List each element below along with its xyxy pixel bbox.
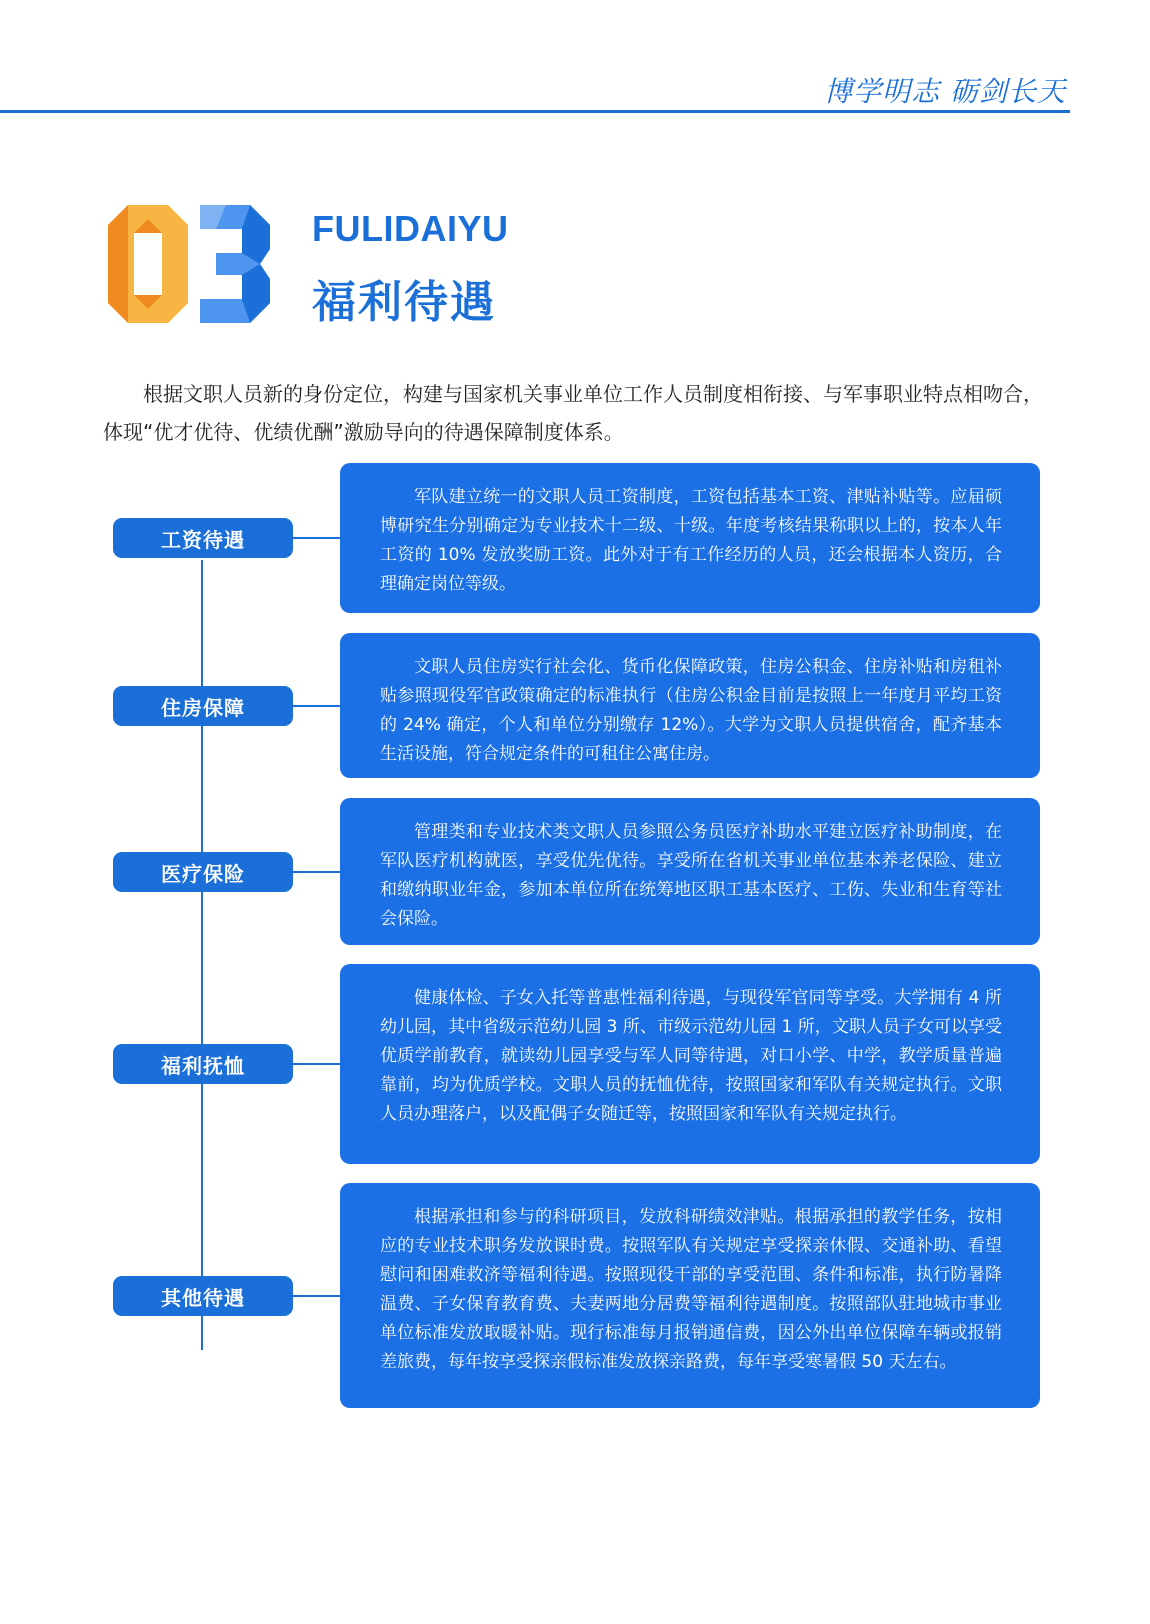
connector-line bbox=[293, 1295, 341, 1297]
benefit-label: 其他待遇 bbox=[113, 1276, 293, 1316]
header-divider bbox=[0, 110, 1070, 113]
digit-three bbox=[200, 205, 270, 323]
section-number-graphic bbox=[108, 205, 278, 323]
benefit-label: 福利抚恤 bbox=[113, 1044, 293, 1084]
benefit-card: 管理类和专业技术类文职人员参照公务员医疗补助水平建立医疗补助制度，在军队医疗机构就医，享受优先优待。享受所在省机关事业单位基本养老保险、建立和缴纳职业年金，参加本单位所在统筹地区职工基本医疗、工伤、失业和生育等社会保险。 bbox=[340, 798, 1040, 945]
benefit-card: 健康体检、子女入托等普惠性福利待遇，与现役军官同等享受。大学拥有 4 所幼儿园，其中省级示范幼儿园 3 所、市级示范幼儿园 1 所，文职人员子女可以享受优质学前教育，就读幼儿园享受与军人同等待遇，对口小学、中学，教学质量普遍靠前，均为优质学校。文职人员的抚恤优待，按照国家和军队有关规定执行。文职人员办理落户，以及配偶子女随迁等，按照国家和军队有关规定执行。 bbox=[340, 964, 1040, 1164]
timeline-spine bbox=[201, 560, 203, 1350]
digit-zero bbox=[108, 205, 188, 323]
section-title-en: FULIDAIYU bbox=[312, 208, 509, 249]
benefit-label: 工资待遇 bbox=[113, 518, 293, 558]
benefit-label: 医疗保险 bbox=[113, 852, 293, 892]
connector-line bbox=[293, 1063, 341, 1065]
connector-line bbox=[293, 871, 341, 873]
header-motto: 博学明志 砺剑长天 bbox=[824, 75, 1066, 108]
benefit-card: 军队建立统一的文职人员工资制度，工资包括基本工资、津贴补贴等。应届硕博研究生分别确定为专业技术十二级、十级。年度考核结果称职以上的，按本人年工资的 10% 发放奖励工资。此外对于有工作经历的人员，还会根据本人资历，合理确定岗位等级。 bbox=[340, 463, 1040, 613]
connector-line bbox=[293, 537, 341, 539]
benefit-card: 根据承担和参与的科研项目，发放科研绩效津贴。根据承担的教学任务，按相应的专业技术职务发放课时费。按照军队有关规定享受探亲休假、交通补助、看望慰问和困难救济等福利待遇。按照现役干部的享受范围、条件和标准，执行防暑降温费、子女保育教育费、夫妻两地分居费等福利待遇制度。按照部队驻地城市事业单位标准发放取暖补贴。现行标准每月报销通信费，因公外出单位保障车辆或报销差旅费，每年按享受探亲假标准发放探亲路费，每年享受寒暑假 50 天左右。 bbox=[340, 1183, 1040, 1408]
connector-line bbox=[293, 705, 341, 707]
benefit-label: 住房保障 bbox=[113, 686, 293, 726]
intro-paragraph: 根据文职人员新的身份定位，构建与国家机关事业单位工作人员制度相衔接、与军事职业特点相吻合，体现“优才优待、优绩优酬”激励导向的待遇保障制度体系。 bbox=[103, 382, 1043, 444]
benefit-card: 文职人员住房实行社会化、货币化保障政策，住房公积金、住房补贴和房租补贴参照现役军官政策确定的标准执行（住房公积金目前是按照上一年度月平均工资的 24% 确定，个人和单位分别缴存 12%）。大学为文职人员提供宿舍，配齐基本生活设施，符合规定条件的可租住公寓住房。 bbox=[340, 633, 1040, 778]
section-title-cn: 福利待遇 bbox=[312, 277, 496, 328]
